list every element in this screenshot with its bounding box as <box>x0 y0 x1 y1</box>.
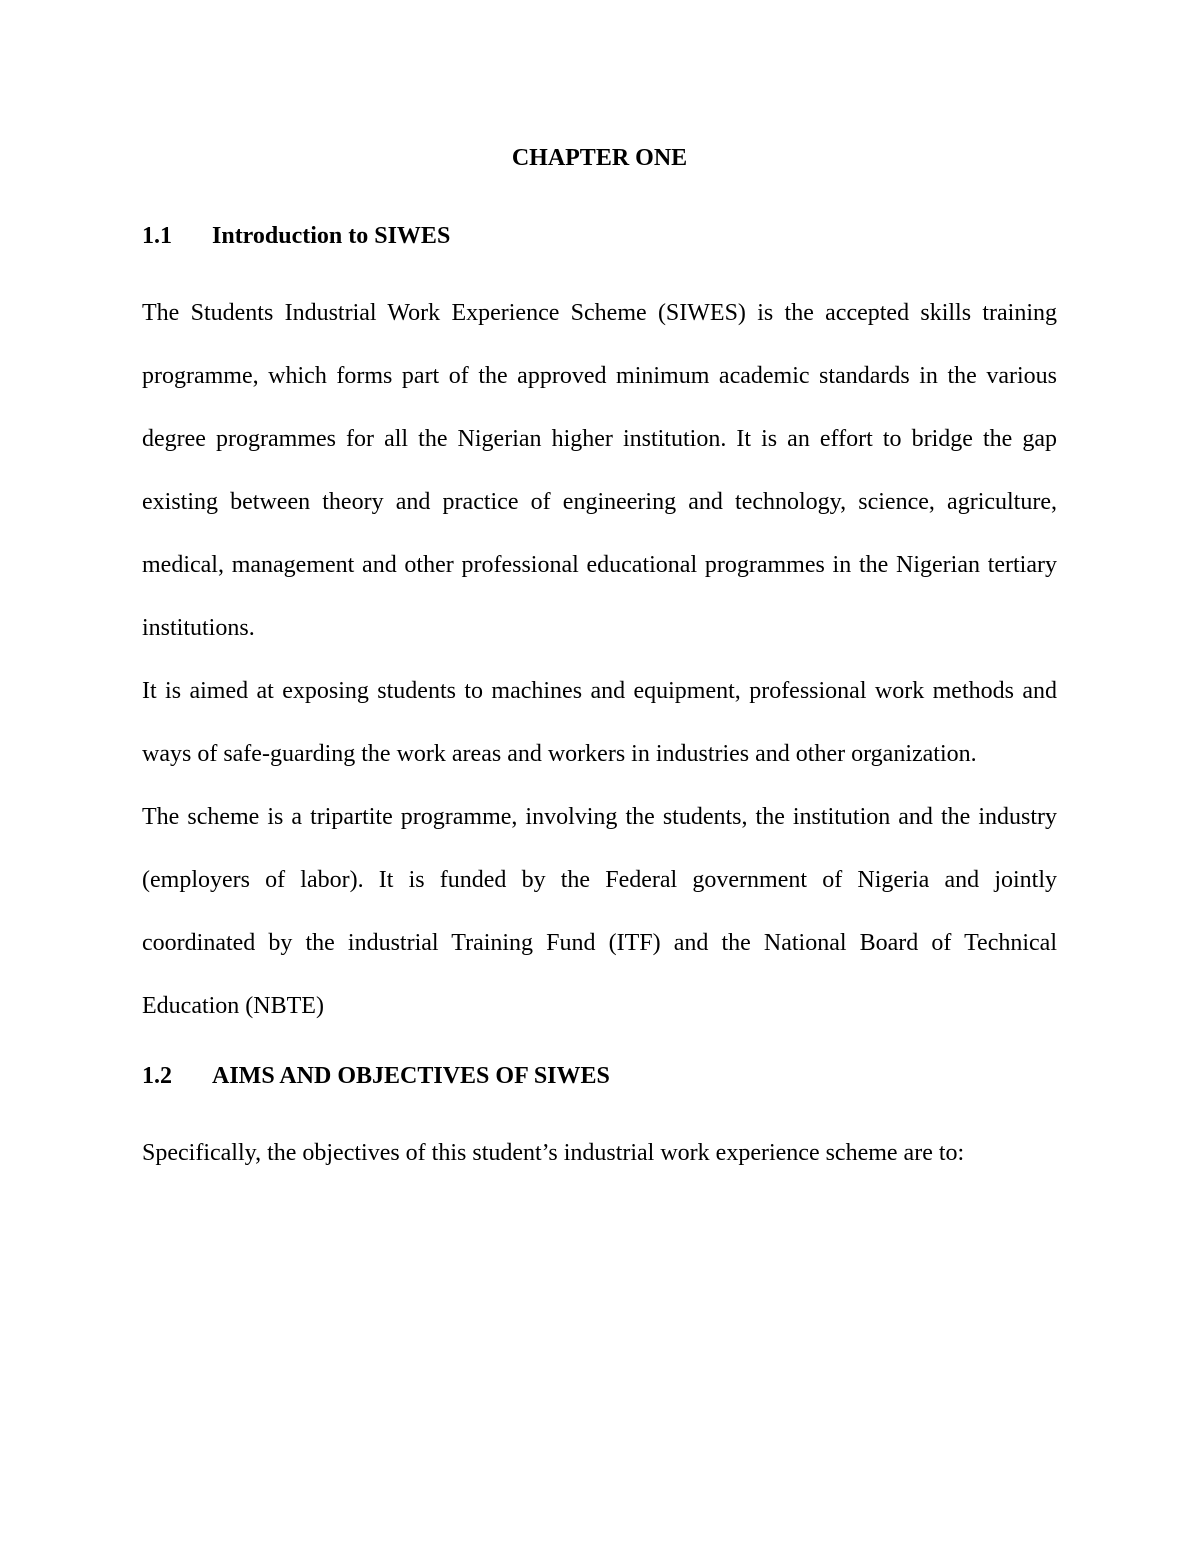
section-number: 1.2 <box>142 1063 172 1089</box>
paragraph: Specifically, the objectives of this student’s industrial work experience scheme are to: <box>142 1140 965 1166</box>
chapter-title: CHAPTER ONE <box>511 145 688 171</box>
section-title: Introduction to SIWES <box>212 223 451 249</box>
section-heading-1-1 <box>142 218 1057 254</box>
section-heading-1-2 <box>142 1058 1057 1094</box>
paragraph: The Students Industrial Work Experience Scheme (SIWES) is the accepted skills training programme, which forms part of the approved minimum academic standards in the various degree programmes for all the Nigerian higher institution. It is an effort to bridge the gap existing between theory and practice of engineering and technology, science, agriculture, medical, management and other professional educational programmes in the Nigerian tertiary institutions. <box>142 300 1057 641</box>
paragraph: It is aimed at exposing students to machines and equipment, professional work methods and ways of safe-guarding the work areas and workers in industries and other organization. <box>142 678 1057 767</box>
page-content <box>142 140 1057 1199</box>
section-number: 1.1 <box>142 223 172 249</box>
section-title: AIMS AND OBJECTIVES OF SIWES <box>212 1063 610 1089</box>
paragraph: The scheme is a tripartite programme, involving the students, the institution and the industry (employers of labor). It is funded by the Federal government of Nigeria and jointly coordinated by the industrial Training Fund (ITF) and the National Board of Technical Education (NBTE) <box>142 804 1057 1019</box>
